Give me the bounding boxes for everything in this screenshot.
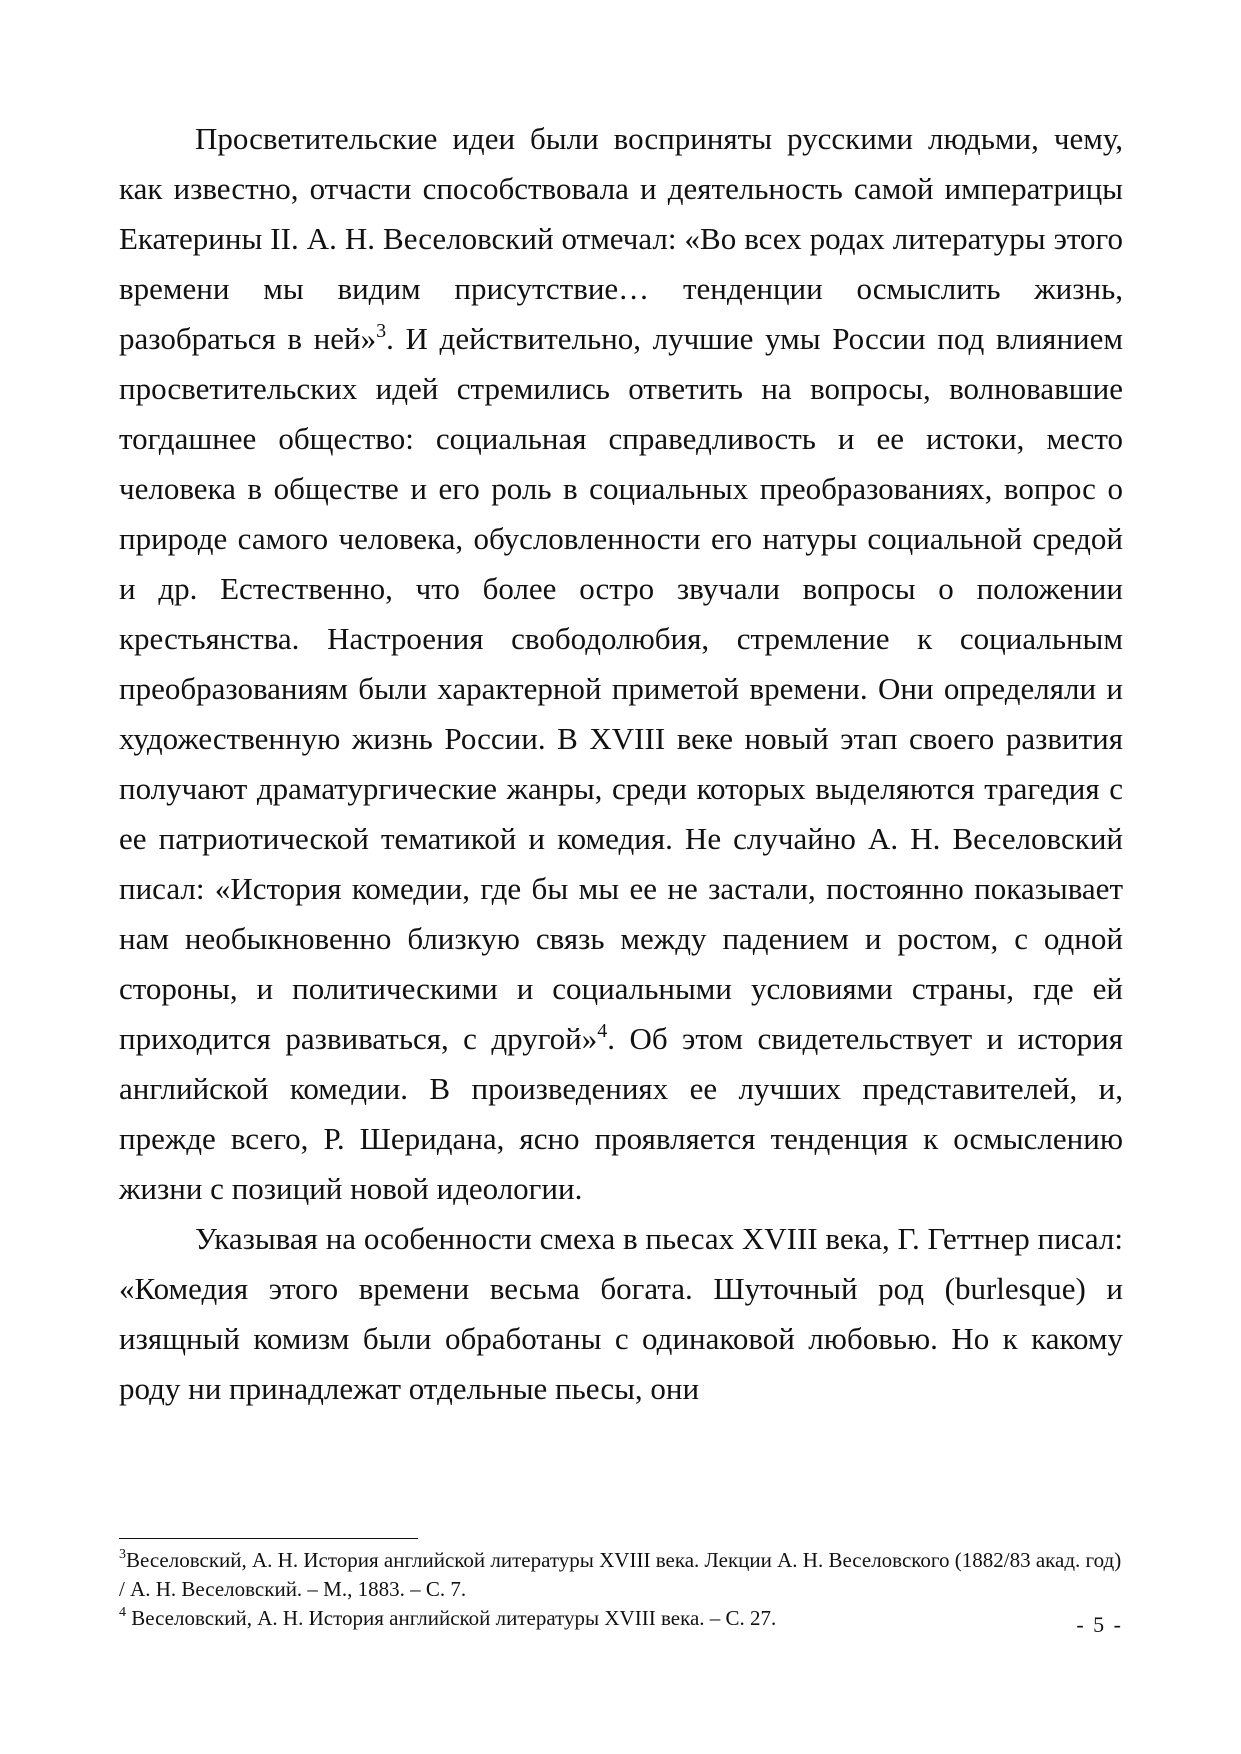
footnote-4: [119, 1604, 1123, 1633]
footnote-4-text: Веселовский, А. Н. История английской литературы XVIII века. – С. 27.: [126, 1606, 777, 1630]
paragraph-1-part-3: . Об этом свидетельствует и история английской комедии. В произведениях ее лучших представителей, и, прежде всего, Р. Шеридана, ясно проявляется тенденция к осмыслению жизни с позиций новой идеологии.: [119, 1021, 1123, 1206]
footnotes: [119, 1546, 1123, 1633]
footnote-3: [119, 1546, 1123, 1604]
paragraph-enlightenment: [119, 114, 1123, 1214]
paragraph-2-text: Указывая на особенности смеха в пьесах XVIII века, Г. Геттнер писал: «Комедия этого времени весьма богата. Шуточный род (burlesque) и изящный комизм были обработаны с одинаковой любовью. Но к какому роду ни принадлежат отдельные пьесы, они: [119, 1221, 1123, 1406]
footnote-separator: [119, 1538, 418, 1539]
body-text: [119, 114, 1123, 1414]
paragraph-1-part-2: . И действительно, лучшие умы России под влиянием просветительских идей стремились ответить на вопросы, волновавшие тогдашнее общество: социальная справедливость и ее истоки, место человека в обществе и его роль в социальных преобразованиях, вопрос о природе самого человека, обусловленности его натуры социальной средой и др. Естественно, что более остро звучали вопросы о положении крестьянства. Настроения свободолюбия, стремление к социальным преобразованиям были характерной приметой времени. Они определяли и художественную жизнь России. В XVIII веке новый этап своего развития получают драматургические жанры, среди которых выделяются трагедия с ее патриотической тематикой и комедия. Не случайно А. Н. Веселовский писал: «История комедии, где бы мы ее не застали, постоянно показывает нам необыкновенно близкую связь между падением и ростом, с одной стороны, и политическими и социальными условиями страны, где ей приходится развиваться, с другой»: [119, 321, 1123, 1056]
footnote-ref-4[interactable]: 4: [597, 1019, 608, 1042]
footnote-ref-3[interactable]: 3: [376, 319, 387, 342]
footnote-4-number: 4: [119, 1605, 126, 1620]
paragraph-comedy: [119, 1214, 1123, 1414]
page-number: - 5 -: [1076, 1612, 1123, 1637]
paragraph-1-part-1: Просветительские идеи были восприняты русскими людьми, чему, как известно, отчасти способствовала и деятельность самой императрицы Екатерины II. А. Н. Веселовский отмечал: «Во всех родах литературы этого времени мы видим присутствие… тенденции осмыслить жизнь, разобраться в ней»: [119, 121, 1123, 356]
footnote-3-text: Веселовский, А. Н. История английской литературы XVIII века. Лекции А. Н. Веселовского (1882/83 акад. год) / А. Н. Веселовский. – М., 1883. – С. 7.: [119, 1548, 1122, 1601]
footnote-3-number: 3: [119, 1547, 126, 1562]
